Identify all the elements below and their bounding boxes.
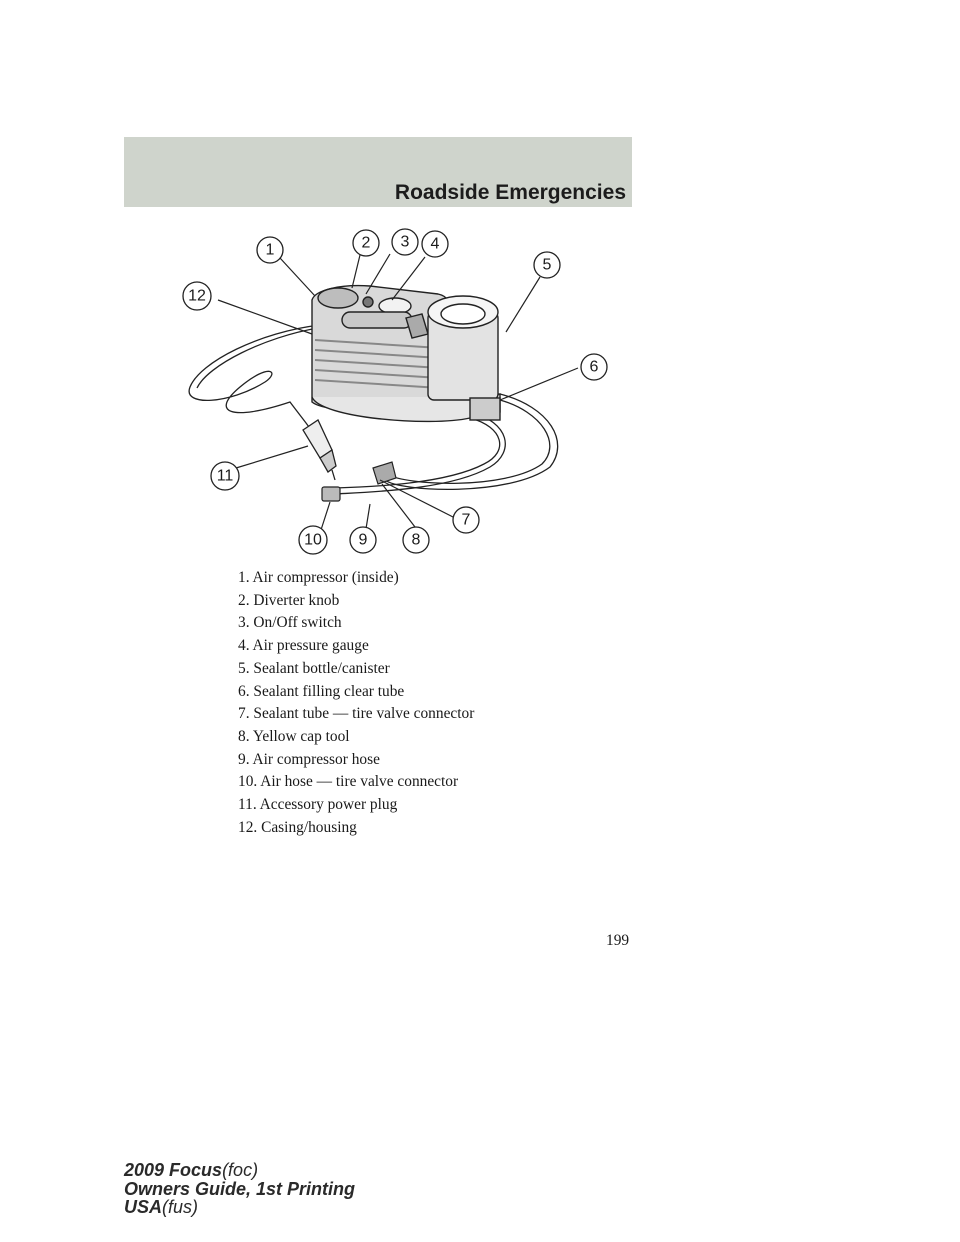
callout-label-3: 3 [400,233,410,251]
section-header-band [124,137,632,207]
callout-label-4: 4 [430,235,440,253]
callout-label-9: 9 [358,531,368,549]
tire-kit-illustration [170,222,610,562]
footer-edition: Owners Guide, 1st Printing [124,1178,356,1199]
page-number: 199 [606,932,630,949]
callout-label-1: 1 [265,241,275,259]
footer-model-code: (foc) [222,1160,259,1180]
legend-item: 11. Accessory power plug [238,796,398,814]
legend-item: 1. Air compressor (inside) [238,569,399,586]
footer-market-code: (fus) [162,1197,199,1217]
footer-model: 2009 Focus [124,1160,223,1180]
callout-label-6: 6 [589,358,599,376]
callout-label-8: 8 [411,531,421,549]
legend-item: 6. Sealant filling clear tube [238,682,405,700]
callout-label-7: 7 [461,511,471,529]
legend-item: 8. Yellow cap tool [238,727,350,745]
callout-label-11: 11 [216,467,234,485]
callout-label-2: 2 [361,234,371,252]
legend-item: 5. Sealant bottle/canister [238,659,390,677]
legend-item: 9. Air compressor hose [238,750,380,768]
tire-kit-diagram [170,222,610,562]
legend-item: 10. Air hose — tire valve connector [238,773,459,791]
legend-item: 7. Sealant tube — tire valve connector [238,705,475,723]
footer-market: USA [124,1197,163,1217]
callout-label-5: 5 [542,256,552,274]
callout-label-10: 10 [304,531,322,549]
callout-label-12: 12 [188,287,206,305]
section-title: Roadside Emergencies [394,181,626,204]
legend-item: 3. On/Off switch [238,614,342,632]
legend-item: 4. Air pressure gauge [238,637,369,655]
legend-item: 2. Diverter knob [238,591,340,609]
document-footer [124,1161,355,1217]
legend-item: 12. Casing/housing [238,818,357,836]
parts-legend [238,567,474,839]
